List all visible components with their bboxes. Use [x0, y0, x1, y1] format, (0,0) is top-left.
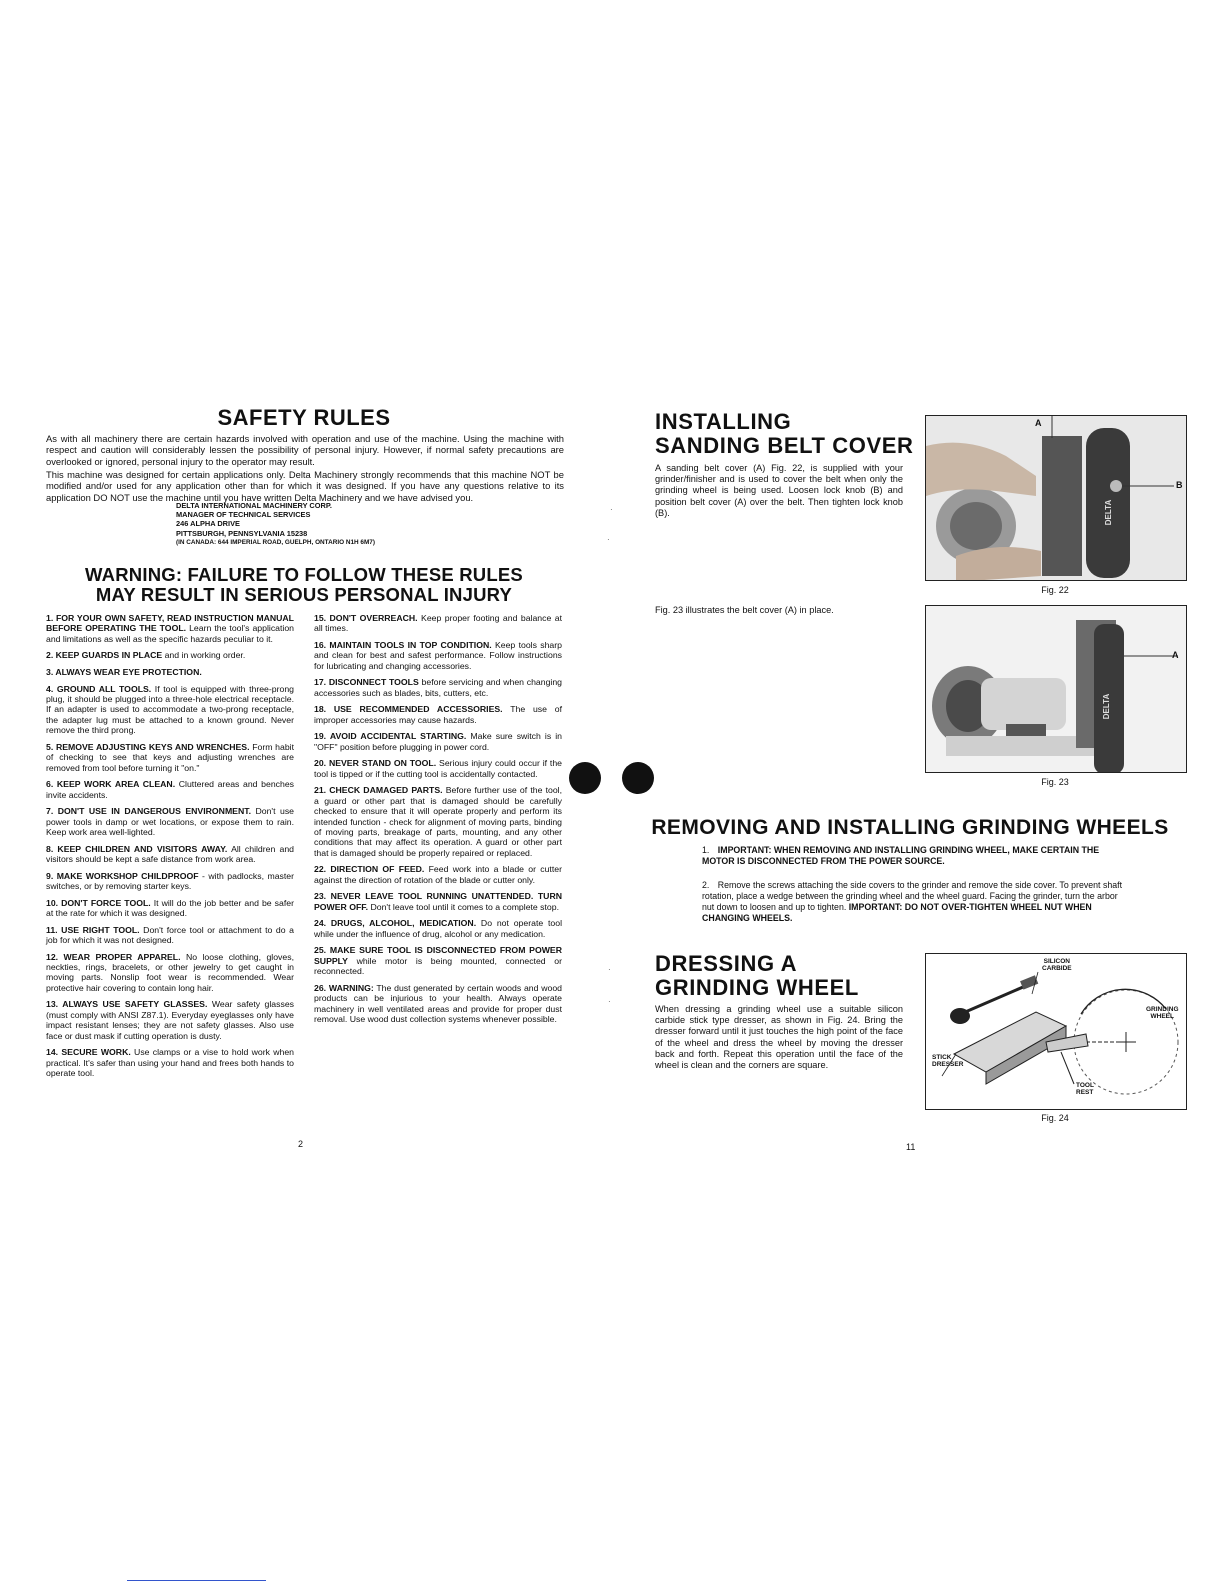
safety-rule-heading: 16. MAINTAIN TOOLS IN TOP CONDITION. — [314, 640, 492, 650]
fig23-illustration — [926, 606, 1187, 773]
safety-rule-heading: 12. WEAR PROPER APPAREL. — [46, 951, 181, 962]
safety-rule-text: and in working order. — [162, 650, 246, 661]
figure-24 — [925, 953, 1187, 1110]
step-2-text: Remove the screws attaching the side covers to the grinder and remove the side cover. To prevent shaft rotation, place a wedge between the grinding wheel and the wheel guard. Facing the grinder, turn the arbor nut down to loosen and up to tighten. — [702, 880, 1123, 912]
safety-rule — [46, 952, 294, 994]
safety-rule-text: Form habit of checking to see that keys and adjusting wrenches are removed from tool before turning it "on." — [46, 741, 294, 773]
fig24-label-line: SILICON — [1043, 958, 1070, 965]
safety-rule — [46, 844, 294, 865]
figure-22 — [925, 415, 1187, 581]
safety-rule — [46, 742, 294, 773]
dressing-instructions: When dressing a grinding wheel use a suitable silicon carbide stick type dresser, as shown in Fig. 24. Bring the dresser forward until it just touches the high point of the face of the wheel and dress the wheel by moving the dresser back and forth. Repeat this operation until the face of the wheel is clean and the corners are square. — [655, 1004, 903, 1071]
dressing-heading-line-1: DRESSING A — [655, 951, 798, 976]
fig24-label-line: DRESSER — [932, 1061, 964, 1068]
fig23-intro-text: Fig. 23 illustrates the belt cover (A) in place. — [655, 605, 834, 615]
safety-rule-heading: 3. ALWAYS WEAR EYE PROTECTION. — [46, 667, 202, 677]
scan-mark: · — [608, 965, 611, 974]
safety-rule-heading: 26. WARNING: — [314, 982, 374, 993]
step-2 — [702, 880, 1132, 924]
belt-cover-heading-line-2: SANDING BELT COVER — [655, 433, 914, 458]
grinding-wheels-heading: REMOVING AND INSTALLING GRINDING WHEELS — [651, 816, 1169, 839]
safety-rule-text: Cluttered areas and benches invite accidents. — [46, 779, 295, 800]
safety-rule — [314, 918, 562, 939]
safety-rule-heading: 19. AVOID ACCIDENTAL STARTING. — [314, 731, 467, 742]
safety-rule-text: The use of improper accessories may cause hazards. — [314, 704, 562, 725]
safety-rule — [46, 806, 294, 837]
warning-heading — [44, 565, 564, 604]
safety-rule-text: If tool is equipped with three-prong plug, it should be plugged into a three-hole electrical receptacle. If an adapter is used to accommodate a two-prong receptacle, the adapter lug must be attached to a known ground. Never remove the third prong. — [46, 683, 294, 736]
safety-rule-heading: 24. DRUGS, ALCOHOL, MEDICATION. — [314, 918, 477, 929]
fig24-label-line: TOOL — [1076, 1082, 1094, 1089]
rules-column-1 — [46, 613, 294, 1085]
safety-rule-text: Feed work into a blade or cutter against the direction of rotation of the blade or cutter only. — [314, 864, 562, 885]
scan-mark: · — [607, 535, 610, 544]
step-2-warning: IMPORTANT: DO NOT OVER-TIGHTEN WHEEL NUT WHEN CHANGING WHEELS. — [702, 902, 1092, 923]
safety-rule-heading: 15. DON'T OVERREACH. — [314, 613, 418, 623]
step-2-number: 2. — [702, 880, 710, 890]
fig24-label-line: STICK — [932, 1054, 952, 1061]
safety-rule-heading: 23. NEVER LEAVE TOOL RUNNING UNATTENDED. TURN POWER OFF. — [314, 891, 562, 912]
safety-rule-heading: 17. DISCONNECT TOOLS — [314, 677, 419, 688]
step-1-text: IMPORTANT: WHEN REMOVING AND INSTALLING GRINDING WHEEL, MAKE CERTAIN THE MOTOR IS DISCONNECTED FROM THE POWER SOURCE. — [702, 845, 1100, 866]
safety-rule-text: Do not operate tool while under the influence of drug, alcohol or any medication. — [314, 918, 563, 939]
belt-cover-instructions: A sanding belt cover (A) Fig. 22, is supplied with your grinder/finisher and is used to cover the belt when only the grinding wheel is being used. Loosen lock knob (B) and position belt cover (A) over the belt. Then tighten lock knob (B). — [655, 463, 903, 518]
fig23-label-a: A — [1172, 650, 1179, 660]
safety-rule — [314, 785, 562, 858]
safety-rule — [314, 640, 562, 671]
fig24-caption: Fig. 24 — [1041, 1113, 1069, 1123]
safety-rule-text: Serious injury could occur if the tool is tipped or if the cutting tool is accidentally contacted. — [314, 758, 562, 779]
safety-rule — [46, 1047, 294, 1078]
step-1 — [702, 845, 1132, 867]
address-line: MANAGER OF TECHNICAL SERVICES — [176, 510, 311, 520]
safety-rule-text: Learn the tool's application and limitations as well as the specific hazards peculiar to it. — [46, 623, 294, 644]
left-page — [44, 405, 564, 1165]
safety-rule-text: Wear safety glasses (must comply with ANSI Z87.1). Everyday eyeglasses only have impact resistant lenses; they are not safety glasses. Also use face or dust mask if cutting operation is dusty. — [46, 999, 294, 1041]
scan-mark: · — [610, 505, 613, 514]
scan-mark: · — [608, 997, 611, 1006]
safety-rule-heading: 11. USE RIGHT TOOL. — [46, 924, 140, 935]
safety-rule — [46, 999, 294, 1041]
safety-rule-text: The dust generated by certain woods and wood products can be injurious to your health. Always operate machinery in well ventilated areas and provide for proper dust removal. Use wood dust collection systems whenever possible. — [314, 982, 563, 1025]
safety-rule — [46, 779, 294, 800]
safety-rule-heading: 4. GROUND ALL TOOLS. — [46, 683, 152, 694]
warning-line-2: MAY RESULT IN SERIOUS PERSONAL INJURY — [95, 583, 513, 605]
fig22-illustration — [926, 416, 1187, 581]
safety-rule-heading: 9. MAKE WORKSHOP CHILDPROOF — [46, 870, 199, 881]
intro-paragraph-1: As with all machinery there are certain hazards involved with operation and use of the machine. Using the machine with respect and caution will considerably lessen the possibility of personal injury. However, if normal safety precautions are overlooked or ignored, personal injury to the operator may result. — [46, 433, 564, 467]
company-address — [176, 501, 375, 547]
safety-rule-text: It will do the job better and be safer at the rate for which it was designed. — [46, 897, 294, 919]
safety-rule — [46, 667, 294, 677]
safety-rule-heading: 22. DIRECTION OF FEED. — [314, 864, 425, 875]
safety-rule-heading: 7. DON'T USE IN DANGEROUS ENVIRONMENT. — [46, 806, 252, 817]
safety-rule — [314, 983, 562, 1025]
safety-rule-text: Make sure switch is in "OFF" position before plugging in power cord. — [314, 731, 562, 752]
safety-rule — [46, 898, 294, 919]
safety-rule — [46, 925, 294, 946]
safety-rule-heading: 20. NEVER STAND ON TOOL. — [314, 758, 437, 769]
safety-rule-text: No loose clothing, gloves, neckties, rings, bracelets, or other jewelry to get caught in moving parts. Nonslip foot wear is recommended. Wear protective hair covering to contain long hair. — [46, 951, 294, 993]
safety-rule — [46, 871, 294, 892]
safety-rule-heading: 25. MAKE SURE TOOL IS DISCONNECTED FROM POWER SUPPLY — [314, 945, 562, 966]
fig24-label-silicon-carbide — [1042, 958, 1072, 972]
binder-hole-left — [569, 762, 601, 794]
safety-rule-text: All children and visitors should be kept a safe distance from work area. — [46, 843, 295, 865]
intro-paragraph-2: This machine was designed for certain applications only. Delta Machinery strongly recommends that this machine NOT be modified and/or used for any application other than for which it was designed. If you have any questions relative to its application DO NOT use the machine until you have written Delta Machinery and we have advised you. — [46, 469, 564, 503]
safety-rule — [314, 758, 562, 779]
safety-rule — [314, 731, 562, 752]
belt-cover-heading — [655, 410, 914, 458]
safety-rule-heading: 14. SECURE WORK. — [46, 1047, 131, 1058]
fig24-label-stick-dresser — [932, 1054, 963, 1068]
safety-rule-text: Use clamps or a vise to hold work when practical. It's safer than using your hand and frees both hands to operate tool. — [46, 1047, 295, 1079]
scan-edge-line — [127, 1580, 266, 1581]
binder-hole-right — [622, 762, 654, 794]
page-number-right: 11 — [906, 1142, 916, 1152]
fig24-label-line: CARBIDE — [1042, 965, 1072, 972]
safety-rule-heading: 13. ALWAYS USE SAFETY GLASSES. — [46, 999, 208, 1010]
fig22-brand: DELTA — [1104, 499, 1114, 526]
fig23-caption: Fig. 23 — [1041, 777, 1069, 787]
safety-rule — [46, 613, 294, 644]
safety-rule-text: Don't use power tools in damp or wet locations, or expose them to rain. Keep work area well-lighted. — [46, 806, 294, 838]
safety-rule — [314, 613, 562, 634]
safety-rule — [314, 891, 562, 912]
address-line: DELTA INTERNATIONAL MACHINERY CORP. — [176, 501, 332, 510]
safety-rule — [314, 945, 562, 976]
safety-rule-heading: 10. DON'T FORCE TOOL. — [46, 897, 151, 908]
warning-line-1: WARNING: FAILURE TO FOLLOW THESE RULES — [85, 564, 523, 585]
safety-rule-text: Keep proper footing and balance at all times. — [314, 613, 562, 634]
figure-23 — [925, 605, 1187, 773]
address-canada: (IN CANADA: 644 IMPERIAL ROAD, GUELPH, ONTARIO N1H 6M7) — [176, 538, 375, 546]
safety-rule — [46, 684, 294, 736]
fig22-label-a: A — [1035, 418, 1042, 428]
address-line: 246 ALPHA DRIVE — [176, 519, 240, 529]
safety-rule-text: Don't force tool or attachment to do a job for which it was not designed. — [46, 924, 294, 946]
dressing-heading-line-2: GRINDING WHEEL — [655, 975, 859, 1000]
safety-rule — [314, 704, 562, 725]
belt-cover-heading-line-1: INSTALLING — [655, 409, 792, 434]
safety-rule-heading: 5. REMOVE ADJUSTING KEYS AND WRENCHES. — [46, 741, 250, 752]
safety-rule-heading: 2. KEEP GUARDS IN PLACE — [46, 650, 163, 661]
fig24-label-line: REST — [1076, 1089, 1094, 1096]
dressing-heading — [655, 952, 859, 1000]
safety-rule-text: Keep tools sharp and clean for best and safest performance. Follow instructions for lubricating and changing accessories. — [314, 640, 562, 671]
safety-rule-text: Don't leave tool until it comes to a complete stop. — [368, 901, 560, 912]
safety-rule-text: while motor is being mounted, connected or reconnected. — [314, 955, 562, 977]
safety-rule-heading: 18. USE RECOMMENDED ACCESSORIES. — [314, 704, 503, 715]
page-number-left: 2 — [298, 1139, 304, 1149]
fig24-label-line: WHEEL — [1150, 1013, 1174, 1020]
safety-rule-text: Before further use of the tool, a guard or other part that is damaged should be carefully checked to ensure that it will operate properly and perform its intended function - check for alignment of moving parts, binding of moving parts, breakage of parts, mounting, and any other conditions that may affect its operation. A guard or other part that is damaged should be properly repaired or replaced. — [314, 785, 562, 858]
address-line: PITTSBURGH, PENNSYLVANIA 15238 — [176, 528, 308, 538]
safety-rule-heading: 21. CHECK DAMAGED PARTS. — [314, 785, 443, 796]
step-1-number: 1. — [702, 845, 710, 855]
safety-rule — [46, 650, 294, 660]
fig24-diagram — [926, 954, 1187, 1110]
safety-rule — [314, 864, 562, 885]
safety-rule-text: before servicing and when changing accessories such as blades, bits, cutters, etc. — [314, 677, 563, 698]
safety-rule-text: - with padlocks, master switches, or by removing starter keys. — [46, 870, 295, 892]
fig24-label-tool-rest — [1076, 1082, 1094, 1096]
safety-rule — [314, 677, 562, 698]
rules-column-2 — [314, 613, 562, 1031]
safety-rule-heading: 6. KEEP WORK AREA CLEAN. — [46, 779, 176, 790]
fig24-label-line: GRINDING — [1146, 1006, 1179, 1013]
safety-rule-heading: 8. KEEP CHILDREN AND VISITORS AWAY. — [46, 843, 228, 854]
safety-rule-heading: 1. FOR YOUR OWN SAFETY, READ INSTRUCTION MANUAL BEFORE OPERATING THE TOOL. — [46, 613, 294, 634]
fig22-label-b: B — [1176, 480, 1183, 490]
fig24-label-grinding-wheel — [1146, 1006, 1179, 1020]
safety-rules-title: SAFETY RULES — [217, 405, 391, 430]
fig23-brand: DELTA — [1102, 693, 1112, 720]
fig22-caption: Fig. 22 — [1041, 585, 1069, 595]
